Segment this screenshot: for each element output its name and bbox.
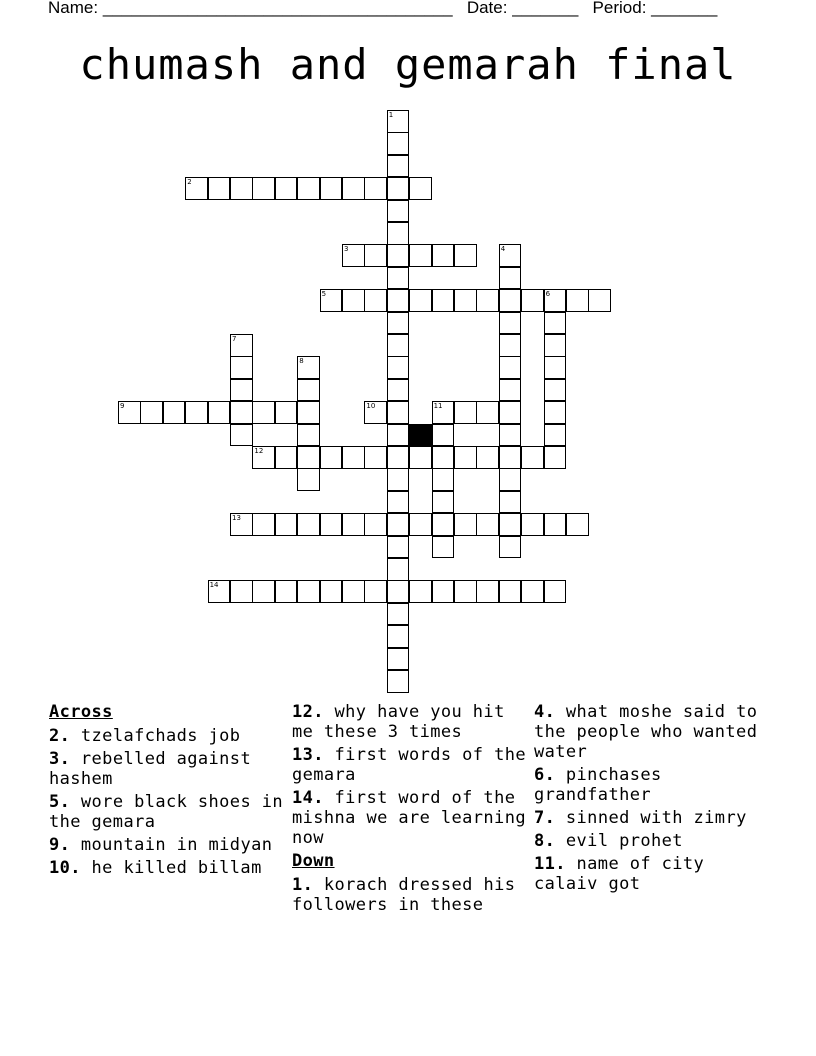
grid-cell[interactable] <box>387 625 410 648</box>
grid-cell[interactable] <box>544 312 567 335</box>
clue-item <box>49 835 285 855</box>
grid-cell[interactable] <box>297 580 320 603</box>
clue-item-number: 3. <box>49 749 71 769</box>
clue-item-text: sinned with zimry <box>555 808 747 828</box>
grid-cell[interactable] <box>320 446 343 469</box>
clue-item-number: 10. <box>49 858 81 878</box>
clue-item-number: 2. <box>49 726 71 746</box>
clue-item <box>534 831 770 851</box>
grid-cell[interactable] <box>499 536 522 559</box>
grid-cell[interactable] <box>387 468 410 491</box>
grid-cell[interactable] <box>409 244 432 267</box>
grid-cell[interactable] <box>297 446 320 469</box>
grid-cell[interactable] <box>342 177 365 200</box>
clue-number: 12 <box>254 447 264 455</box>
grid-cell[interactable] <box>432 468 455 491</box>
grid-cell[interactable] <box>387 244 410 267</box>
grid-cell[interactable] <box>387 648 410 671</box>
grid-cell[interactable] <box>499 244 522 267</box>
clue-item-text: rebelled against hashem <box>49 749 252 789</box>
grid-cell[interactable] <box>432 513 455 536</box>
grid-cell[interactable] <box>387 334 410 357</box>
grid-cell[interactable] <box>342 580 365 603</box>
grid-cell[interactable] <box>521 446 544 469</box>
grid-cell[interactable] <box>521 513 544 536</box>
clue-item-number: 1. <box>292 875 314 895</box>
grid-cell[interactable] <box>140 401 163 424</box>
clue-item-number: 12. <box>292 702 324 722</box>
grid-cell[interactable] <box>499 580 522 603</box>
grid-cell[interactable] <box>387 446 410 469</box>
grid-cell[interactable] <box>544 580 567 603</box>
grid-cell[interactable] <box>499 424 522 447</box>
clue-item-text: first word of the mishna we are learning now <box>292 788 526 848</box>
grid-cell[interactable] <box>364 446 387 469</box>
clues-column-2 <box>292 702 528 918</box>
grid-cell[interactable] <box>409 289 432 312</box>
clue-item-number: 4. <box>534 702 556 722</box>
clue-number: 3 <box>344 245 349 254</box>
grid-cell[interactable] <box>387 267 410 290</box>
grid-cell[interactable] <box>499 356 522 379</box>
grid-cell[interactable] <box>297 356 320 379</box>
grid-cell[interactable] <box>342 289 365 312</box>
clue-number: 4 <box>500 245 506 254</box>
clue-item-number: 7. <box>534 808 556 828</box>
grid-cell[interactable] <box>297 379 320 402</box>
grid-cell[interactable] <box>476 513 499 536</box>
clue-item-number: 13. <box>292 745 324 765</box>
grid-cell[interactable] <box>342 446 365 469</box>
grid-cell[interactable] <box>364 580 387 603</box>
grid-cell[interactable] <box>409 580 432 603</box>
grid-cell[interactable] <box>588 289 611 312</box>
grid-cell[interactable] <box>320 289 343 312</box>
grid-cell[interactable] <box>454 289 477 312</box>
clue-number: 8 <box>299 357 304 366</box>
clue-item-text: mountain in midyan <box>70 835 273 855</box>
grid-cell[interactable] <box>387 379 410 402</box>
grid-cell[interactable] <box>275 446 298 469</box>
grid-cell[interactable] <box>499 513 522 536</box>
clue-item-text: name of city calaiv got <box>534 854 705 894</box>
grid-cell[interactable] <box>208 177 231 200</box>
grid-cell[interactable] <box>499 267 522 290</box>
grid-cell[interactable] <box>387 356 410 379</box>
grid-cell[interactable] <box>230 356 253 379</box>
grid-cell[interactable] <box>387 200 410 223</box>
grid-cell[interactable] <box>252 401 275 424</box>
grid-cell[interactable] <box>387 670 410 693</box>
grid-cell[interactable] <box>387 222 410 245</box>
grid-cell[interactable] <box>230 177 253 200</box>
grid-cell[interactable] <box>544 334 567 357</box>
clue-item-number: 8. <box>534 831 556 851</box>
grid-cell[interactable] <box>208 401 231 424</box>
grid-cell[interactable] <box>364 513 387 536</box>
grid-cell[interactable] <box>409 177 432 200</box>
grid-cell[interactable] <box>499 334 522 357</box>
grid-cell[interactable] <box>432 289 455 312</box>
clue-item-number: 5. <box>49 792 71 812</box>
grid-cell[interactable] <box>499 401 522 424</box>
grid-cell[interactable] <box>499 289 522 312</box>
grid-cell[interactable] <box>252 177 275 200</box>
clue-item-text: wore black shoes in the gemara <box>49 792 283 832</box>
grid-cell[interactable] <box>432 536 455 559</box>
grid-cell[interactable] <box>432 446 455 469</box>
clue-item <box>49 749 285 789</box>
down-clue-list <box>292 875 528 915</box>
grid-cell[interactable] <box>499 491 522 514</box>
grid-cell[interactable] <box>387 491 410 514</box>
clue-item <box>534 854 770 894</box>
clue-item <box>292 745 528 785</box>
grid-cell[interactable] <box>387 312 410 335</box>
clue-number: 7 <box>232 335 237 343</box>
clue-item <box>292 875 528 915</box>
grid-cell[interactable] <box>476 289 499 312</box>
grid-cell[interactable] <box>364 289 387 312</box>
clue-item-number: 6. <box>534 765 556 785</box>
grid-cell[interactable] <box>454 244 477 267</box>
grid-cell[interactable] <box>454 580 477 603</box>
grid-cell[interactable] <box>364 401 387 424</box>
clue-item-number: 11. <box>534 854 566 874</box>
grid-cell[interactable] <box>499 446 522 469</box>
clue-number: 2 <box>187 178 192 187</box>
grid-cell[interactable] <box>387 603 410 626</box>
clue-number: 14 <box>209 581 219 590</box>
black-cell <box>409 424 432 447</box>
grid-cell[interactable] <box>387 536 410 559</box>
grid-cell[interactable] <box>499 379 522 402</box>
grid-cell[interactable] <box>521 580 544 603</box>
clue-item-text: what moshe said to the people who wanted water <box>534 702 758 762</box>
grid-cell[interactable] <box>544 356 567 379</box>
clue-item <box>534 808 770 828</box>
clue-item <box>534 702 770 762</box>
clue-item-text: tzelafchads job <box>70 726 241 746</box>
grid-cell[interactable] <box>275 513 298 536</box>
grid-cell[interactable] <box>544 424 567 447</box>
clue-item-text: he killed billam <box>80 858 262 878</box>
date-blank[interactable]: _______ <box>512 0 579 17</box>
grid-cell[interactable] <box>476 580 499 603</box>
grid-cell[interactable] <box>297 513 320 536</box>
grid-cell[interactable] <box>118 401 141 424</box>
grid-cell[interactable] <box>320 580 343 603</box>
grid-cell[interactable] <box>454 513 477 536</box>
grid-cell[interactable] <box>185 401 208 424</box>
grid-cell[interactable] <box>499 312 522 335</box>
clue-number: 1 <box>388 111 394 119</box>
clue-item-text: evil prohet <box>555 831 683 851</box>
grid-cell[interactable] <box>387 580 410 603</box>
name-label: Name: <box>48 0 99 17</box>
grid-cell[interactable] <box>252 513 275 536</box>
grid-cell[interactable] <box>432 580 455 603</box>
grid-cell[interactable] <box>297 424 320 447</box>
grid-cell[interactable] <box>163 401 186 424</box>
clue-number: 10 <box>366 402 376 411</box>
grid-cell[interactable] <box>342 513 365 536</box>
grid-cell[interactable] <box>252 580 275 603</box>
period-label: Period: <box>592 0 647 17</box>
grid-cell[interactable] <box>544 446 567 469</box>
grid-cell[interactable] <box>320 177 343 200</box>
grid-cell[interactable] <box>476 401 499 424</box>
down-clue-list-continued <box>534 702 770 894</box>
grid-cell[interactable] <box>387 155 410 178</box>
grid-cell[interactable] <box>499 468 522 491</box>
clue-item <box>49 858 285 878</box>
grid-cell[interactable] <box>476 446 499 469</box>
grid-cell[interactable] <box>275 580 298 603</box>
grid-cell[interactable] <box>544 513 567 536</box>
clue-item <box>292 788 528 848</box>
grid-cell[interactable] <box>364 244 387 267</box>
grid-cell[interactable] <box>230 580 253 603</box>
grid-cell[interactable] <box>342 244 365 267</box>
grid-cell[interactable] <box>297 177 320 200</box>
grid-cell[interactable] <box>566 513 589 536</box>
clue-item-number: 14. <box>292 788 324 808</box>
grid-cell[interactable] <box>409 446 432 469</box>
across-clue-list <box>49 726 285 878</box>
name-blank[interactable]: _____________________________________ <box>102 0 453 17</box>
clues-column-3 <box>534 702 770 897</box>
grid-cell[interactable] <box>387 424 410 447</box>
grid-cell[interactable] <box>432 244 455 267</box>
grid-cell[interactable] <box>297 401 320 424</box>
grid-cell[interactable] <box>230 379 253 402</box>
page-title: chumash and gemarah final <box>79 40 737 89</box>
clue-item-number: 9. <box>49 835 71 855</box>
clue-number: 11 <box>433 402 443 411</box>
grid-cell[interactable] <box>364 177 387 200</box>
grid-cell[interactable] <box>275 177 298 200</box>
grid-cell[interactable] <box>409 513 432 536</box>
grid-cell[interactable] <box>275 401 298 424</box>
grid-cell[interactable] <box>521 289 544 312</box>
clues-column-1 <box>49 702 285 881</box>
clue-item-text: first words of the gemara <box>292 745 526 785</box>
grid-cell[interactable] <box>387 132 410 155</box>
grid-cell[interactable] <box>432 424 455 447</box>
date-label: Date: <box>466 0 508 17</box>
clue-item-text: why have you hit me these 3 times <box>292 702 505 742</box>
grid-cell[interactable] <box>544 401 567 424</box>
grid-cell[interactable] <box>387 110 410 133</box>
across-heading: Across <box>49 702 113 722</box>
grid-cell[interactable] <box>208 580 231 603</box>
grid-cell[interactable] <box>544 379 567 402</box>
grid-cell[interactable] <box>454 401 477 424</box>
down-heading: Down <box>292 851 335 871</box>
grid-cell[interactable] <box>230 334 253 357</box>
grid-cell[interactable] <box>544 289 567 312</box>
period-blank[interactable]: _______ <box>651 0 718 17</box>
grid-cell[interactable] <box>432 401 455 424</box>
grid-cell[interactable] <box>185 177 208 200</box>
clue-item-text: korach dressed his followers in these <box>292 875 516 915</box>
clue-item <box>49 792 285 832</box>
grid-cell[interactable] <box>230 424 253 447</box>
grid-cell[interactable] <box>454 446 477 469</box>
across-clue-list-continued <box>292 702 528 848</box>
clue-number: 6 <box>545 290 551 299</box>
grid-cell[interactable] <box>297 468 320 491</box>
clue-item <box>534 765 770 805</box>
grid-cell[interactable] <box>387 558 410 581</box>
grid-cell[interactable] <box>566 289 589 312</box>
clue-item <box>292 702 528 742</box>
grid-cell[interactable] <box>387 513 410 536</box>
grid-cell[interactable] <box>230 513 253 536</box>
grid-cell[interactable] <box>252 446 275 469</box>
grid-cell[interactable] <box>387 289 410 312</box>
grid-cell[interactable] <box>387 177 410 200</box>
grid-cell[interactable] <box>387 401 410 424</box>
clue-number: 13 <box>232 514 241 523</box>
grid-cell[interactable] <box>230 401 253 424</box>
grid-cell[interactable] <box>320 513 343 536</box>
grid-cell[interactable] <box>432 491 455 514</box>
clue-number: 9 <box>120 402 125 411</box>
clue-item <box>49 726 285 746</box>
clue-number: 5 <box>321 290 327 299</box>
clue-item-text: pinchases grandfather <box>534 765 662 805</box>
